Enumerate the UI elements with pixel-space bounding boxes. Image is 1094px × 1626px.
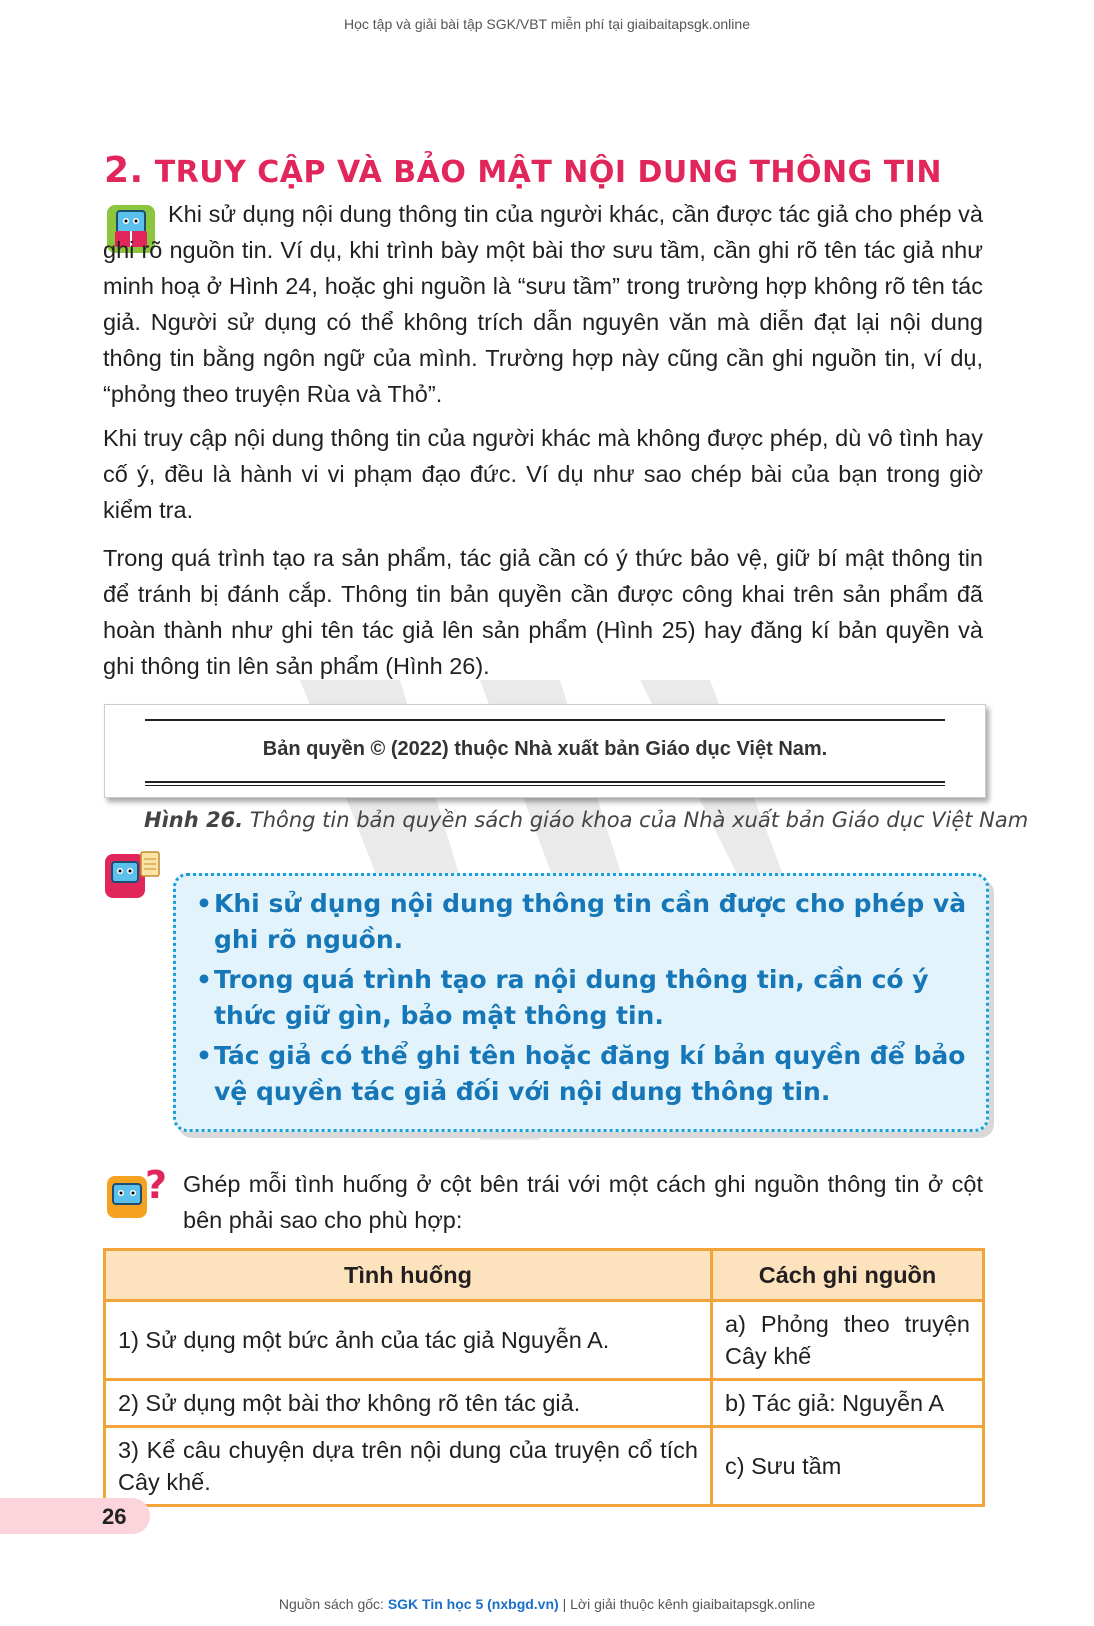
footer (0, 1596, 1094, 1612)
copyright-text: Bản quyền © (2022) thuộc Nhà xuất bản Giáo dục Việt Nam. (262, 738, 828, 760)
page-number: 26 (102, 1504, 127, 1529)
summary-item: • Khi sử dụng nội dung thông tin cần được cho phép và ghi rõ nguồn. (196, 886, 976, 958)
caption-text: Thông tin bản quyền sách giáo khoa của Nhà xuất bản Giáo dục Việt Nam (243, 808, 1029, 832)
rule-line (145, 781, 945, 783)
footer-prefix: Nguồn sách gốc: (278, 1596, 388, 1612)
section-title-text: TRUY CẬP VÀ BẢO MẬT NỘI DUNG THÔNG TIN (154, 155, 942, 190)
rule-line (145, 719, 945, 721)
summary-box (173, 873, 989, 1132)
section-number: 2. (104, 150, 144, 191)
situation-cell: 3) Kể câu chuyện dựa trên nội dung của truyện cổ tích Cây khế. (105, 1427, 712, 1506)
table-row (105, 1380, 984, 1427)
column-header-situation: Tình huống (105, 1250, 712, 1301)
table-header-row (105, 1250, 984, 1301)
section-title (104, 150, 942, 191)
summary-item: • Trong quá trình tạo ra nội dung thông tin, cần có ý thức giữ gìn, bảo mật thông tin. (196, 962, 976, 1034)
paragraph-2: Khi truy cập nội dung thông tin của người khác mà không được phép, dù vô tình hay cố ý, đều là hành vi vi phạm đạo đức. Ví dụ như sao chép bài của bạn trong giờ kiểm tra. (103, 425, 983, 523)
paragraph-3: Trong quá trình tạo ra sản phẩm, tác giả cần có ý thức bảo vệ, giữ bí mật thông tin để tránh bị đánh cắp. Thông tin bản quyền cần được công khai trên sản phẩm đã hoàn thành như ghi tên tác giả lên sản phẩm (Hình 25) hay đăng kí bản quyền và ghi thông tin lên sản phẩm (Hình 26). (103, 545, 983, 679)
footer-source-link[interactable]: SGK Tin học 5 (nxbgd.vn) (387, 1596, 559, 1612)
column-header-source: Cách ghi nguồn (712, 1250, 984, 1301)
situation-cell: 1) Sử dụng một bức ảnh của tác giả Nguyễn A. (105, 1301, 712, 1380)
table-row (105, 1301, 984, 1380)
header-watermark: Học tập và giải bài tập SGK/VBT miễn phí tại giaibaitapsgk.online (344, 16, 750, 32)
paragraph-1: Khi sử dụng nội dung thông tin của người khác, cần được tác giả cho phép và ghi rõ nguồn tin. Ví dụ, khi trình bày một bài thơ sưu tầm, cần ghi rõ tên tác giả như minh hoạ ở Hình 24, hoặc ghi nguồn là “sưu tầm” trong trường hợp không rõ tên tác giả. Người sử dụng có thể không trích dẫn nguyên văn mà diễn đạt lại nội dung thông tin bằng ngôn ngữ của mình. Trường hợp này cũng cần ghi nguồn tin, ví dụ, “phỏng theo truyện Rùa và Thỏ”. (103, 201, 983, 407)
caption-label: Hình 26. (144, 808, 244, 832)
page-number-tab (0, 1498, 150, 1534)
figure-caption (144, 808, 1028, 832)
exercise-prompt: Ghép mỗi tình huống ở cột bên trái với một cách ghi nguồn thông tin ở cột bên phải sao cho phù hợp: (183, 1171, 983, 1233)
footer-suffix: | Lời giải thuộc kênh giaibaitapsgk.online (558, 1596, 816, 1612)
summary-item: • Tác giả có thể ghi tên hoặc đăng kí bản quyền để bảo vệ quyền tác giả đối với nội dung thông tin. (196, 1038, 976, 1110)
matching-table (103, 1248, 985, 1507)
source-cell: a) Phỏng theo truyện Cây khế (712, 1301, 984, 1380)
figure-26-copyright-box (104, 704, 986, 798)
question-mascot-icon (105, 1162, 165, 1222)
source-cell: b) Tác giả: Nguyễn A (712, 1380, 984, 1427)
rule-line (145, 785, 945, 786)
source-cell: c) Sưu tầm (712, 1427, 984, 1506)
situation-cell: 2) Sử dụng một bài thơ không rõ tên tác giả. (105, 1380, 712, 1427)
summary-list (176, 876, 986, 1110)
notebook-mascot-icon (103, 850, 161, 902)
table-row (105, 1427, 984, 1506)
svg-text:?: ? (145, 1163, 165, 1207)
